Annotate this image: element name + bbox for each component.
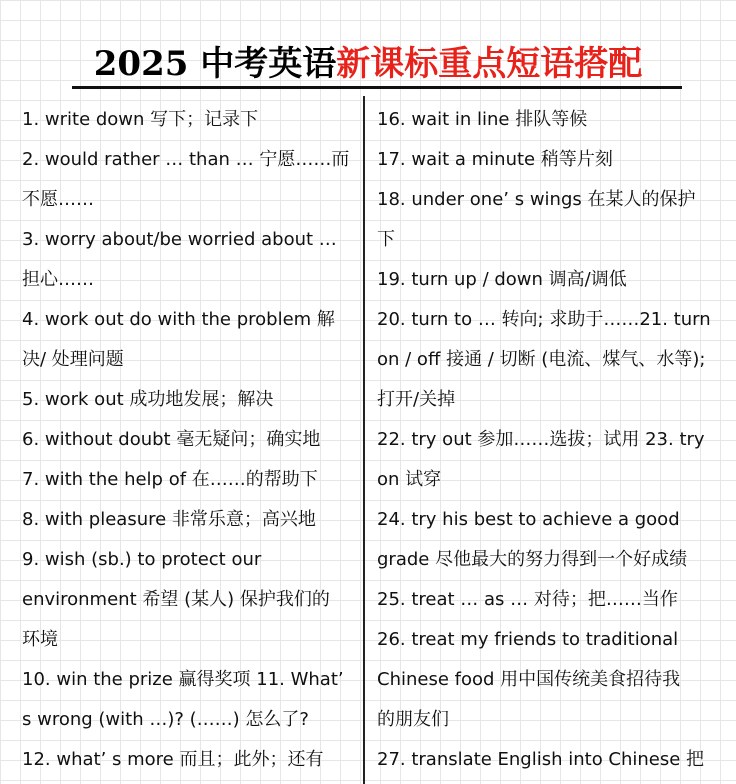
phrase-line: 6. without doubt 毫无疑问；确实地 — [22, 429, 321, 450]
left-column — [22, 100, 354, 780]
phrase-line: 的朋友们 — [377, 709, 449, 730]
phrase-line: 1. write down 写下；记录下 — [22, 109, 259, 130]
phrase-line: 不愿…… — [22, 189, 94, 210]
column-divider — [363, 96, 365, 784]
phrase-line: 20. turn to … 转向; 求助于……21. turn — [377, 309, 711, 330]
phrase-line: 8. with pleasure 非常乐意；高兴地 — [22, 509, 316, 530]
title-underline — [72, 86, 682, 89]
phrase-line: 22. try out 参加……选拔；试用 23. try — [377, 429, 705, 450]
phrase-line: 下 — [377, 229, 395, 250]
phrase-line: 4. work out do with the problem 解 — [22, 309, 335, 330]
phrase-line: 担心…… — [22, 269, 94, 290]
phrase-line: 16. wait in line 排队等候 — [377, 109, 588, 130]
phrase-line: 19. turn up / down 调高/调低 — [377, 269, 627, 290]
phrase-line: 2. would rather … than … 宁愿……而 — [22, 149, 350, 170]
phrase-line: 3. worry about/be worried about … — [22, 229, 337, 250]
phrase-line: environment 希望 (某人) 保护我们的 — [22, 589, 330, 610]
phrase-line: 26. treat my friends to traditional — [377, 629, 679, 650]
phrase-line: 决/ 处理问题 — [22, 349, 124, 370]
phrase-line: 7. with the help of 在……的帮助下 — [22, 469, 318, 490]
phrase-line: 25. treat … as … 对待；把……当作 — [377, 589, 678, 610]
phrase-line: 27. translate English into Chinese 把 — [377, 749, 705, 770]
phrase-line: 12. what’ s more 而且；此外；还有 — [22, 749, 324, 770]
phrase-line: 10. win the prize 赢得奖项 11. What’ — [22, 669, 344, 690]
right-column — [377, 100, 717, 780]
phrase-line: 18. under one’ s wings 在某人的保护 — [377, 189, 696, 210]
phrase-line: Chinese food 用中国传统美食招待我 — [377, 669, 681, 690]
phrase-line: on / off 接通 / 切断 (电流、煤气、水等); — [377, 349, 706, 370]
title-highlight: 新课标重点短语搭配 — [336, 44, 643, 84]
title-prefix: 2025 中考英语 — [93, 44, 337, 84]
phrase-line: 9. wish (sb.) to protect our — [22, 549, 262, 570]
phrase-line: 打开/关掉 — [377, 389, 456, 410]
phrase-line: grade 尽他最大的努力得到一个好成绩 — [377, 549, 688, 570]
phrase-line: 17. wait a minute 稍等片刻 — [377, 149, 613, 170]
page-title — [0, 38, 736, 90]
phrase-line: 24. try his best to achieve a good — [377, 509, 680, 530]
phrase-line: s wrong (with …)? (……) 怎么了? — [22, 709, 309, 730]
phrase-line: on 试穿 — [377, 469, 442, 490]
phrase-line: 环境 — [22, 629, 58, 650]
phrase-line: 5. work out 成功地发展；解决 — [22, 389, 274, 410]
